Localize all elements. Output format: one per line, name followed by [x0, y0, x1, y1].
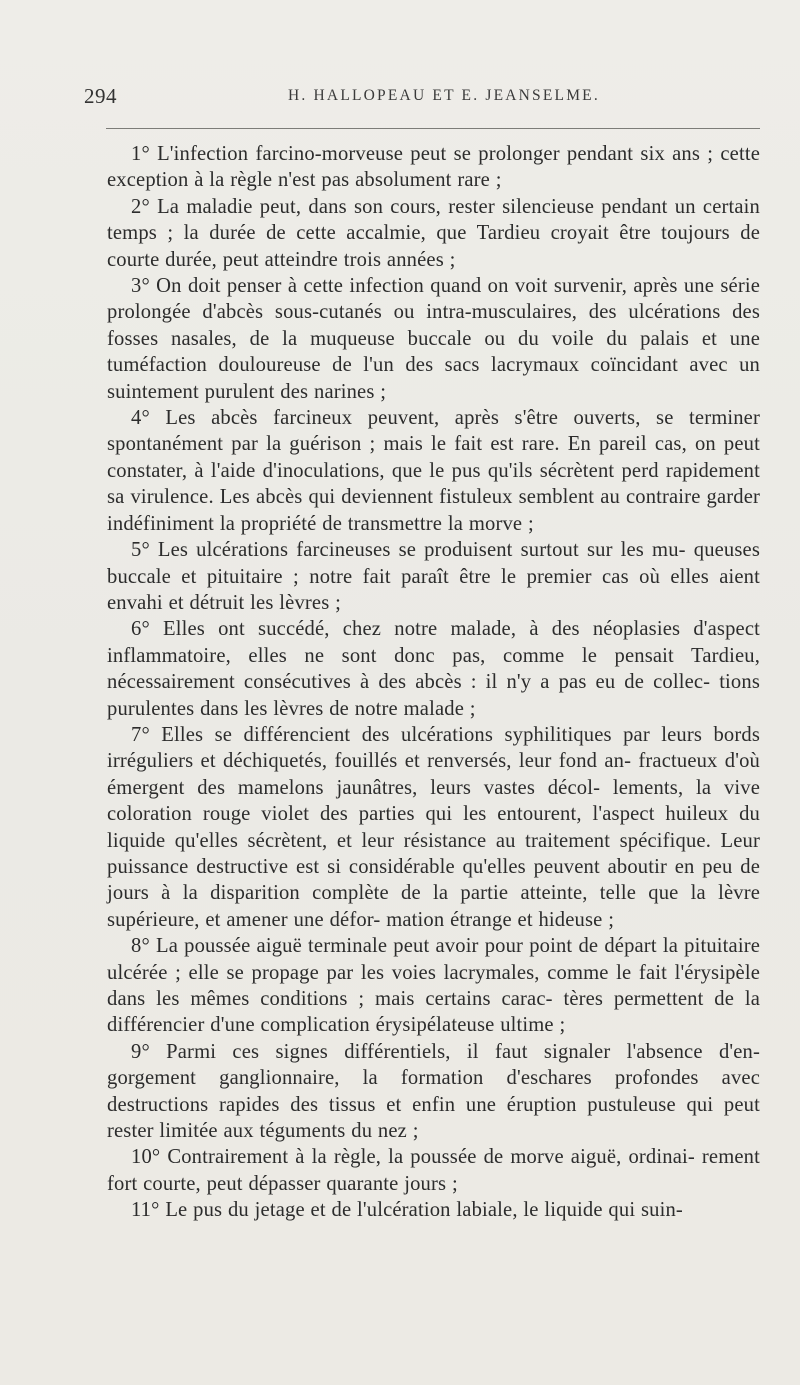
paragraph-2: 2° La maladie peut, dans son cours, rester silencieuse pendant un certain temps ; la durée de cette accalmie, que Tardieu croyait être toujours de courte durée, peut atteindre trois années ;: [107, 195, 760, 271]
running-head: H. HALLOPEAU ET E. JEANSELME.: [288, 87, 600, 104]
paragraph-6: 6° Elles ont succédé, chez notre malade, à des néoplasies d'aspect inflammatoire, elles ne sont donc pas, comme le pensait Tardieu, nécessairement consécutives à des abcès : il n'y a pas eu de collec- tions purulentes dans les lèvres de notre malade ;: [107, 618, 760, 720]
page-header: [84, 84, 774, 114]
paragraph-3: 3° On doit penser à cette infection quand on voit survenir, après une série prolongée d'abcès sous-cutanés ou intra-musculaires, des ulcérations des fosses nasales, de la muqueuse buccale ou du voile du palais et une tuméfaction douloureuse de l'un des sacs lacrymaux coïncidant avec un suintement purulent des narines ;: [107, 275, 760, 403]
paragraph-1: 1° L'infection farcino-morveuse peut se prolonger pendant six ans ; cette exception à la règle n'est pas absolument rare ;: [107, 143, 760, 192]
paragraph-10: 10° Contrairement à la règle, la poussée de morve aiguë, ordinai- rement fort courte, peut dépasser quarante jours ;: [107, 1146, 760, 1195]
paragraph-8: 8° La poussée aiguë terminale peut avoir pour point de départ la pituitaire ulcérée ; elle se propage par les voies lacrymales, comme le fait l'érysipèle dans les mêmes conditions ; mais certains carac- tères permettent de la différencier d'une complication érysipélateuse ultime ;: [107, 935, 760, 1037]
paragraph-4: 4° Les abcès farcineux peuvent, après s'être ouverts, se terminer spontanément par la guérison ; mais le fait est rare. En pareil cas, on peut constater, à l'aide d'inoculations, que le pus qu'ils sécrètent perd rapidement sa virulence. Les abcès qui deviennent fistuleux semblent au contraire garder indéfiniment la propriété de transmettre la morve ;: [107, 407, 760, 535]
paragraph-11: 11° Le pus du jetage et de l'ulcération labiale, le liquide qui suin-: [131, 1199, 683, 1222]
paragraph-7: 7° Elles se différencient des ulcérations syphilitiques par leurs bords irréguliers et déchiquetés, fouillés et renversés, leur fond an- fractueux d'où émergent des mamelons jaunâtres, leurs vastes décol- lements, la vive coloration rouge violet des parties qui les entourent, l'aspect huileux du liquide qu'elles sécrètent, et leur résistance au traitement spécifique. Leur puissance destructive est si considérable qu'elles peuvent aboutir en peu de jours à la disparition complète de la partie atteinte, telle que la lèvre supérieure, et amener une défor- mation étrange et hideuse ;: [107, 723, 760, 931]
body-text: [107, 141, 760, 1224]
page-number: 294: [84, 84, 117, 108]
paragraph-5: 5° Les ulcérations farcineuses se produisent surtout sur les mu- queuses buccale et pituitaire ; notre fait paraît être le premier cas où elles aient envahi et détruit les lèvres ;: [107, 539, 760, 614]
paragraph-9: 9° Parmi ces signes différentiels, il faut signaler l'absence d'en- gorgement ganglionnaire, la formation d'eschares profondes avec destructions rapides des tissus et enfin une éruption pustuleuse qui peut rester limitée aux téguments du nez ;: [107, 1040, 760, 1143]
header-rule: [106, 128, 760, 129]
